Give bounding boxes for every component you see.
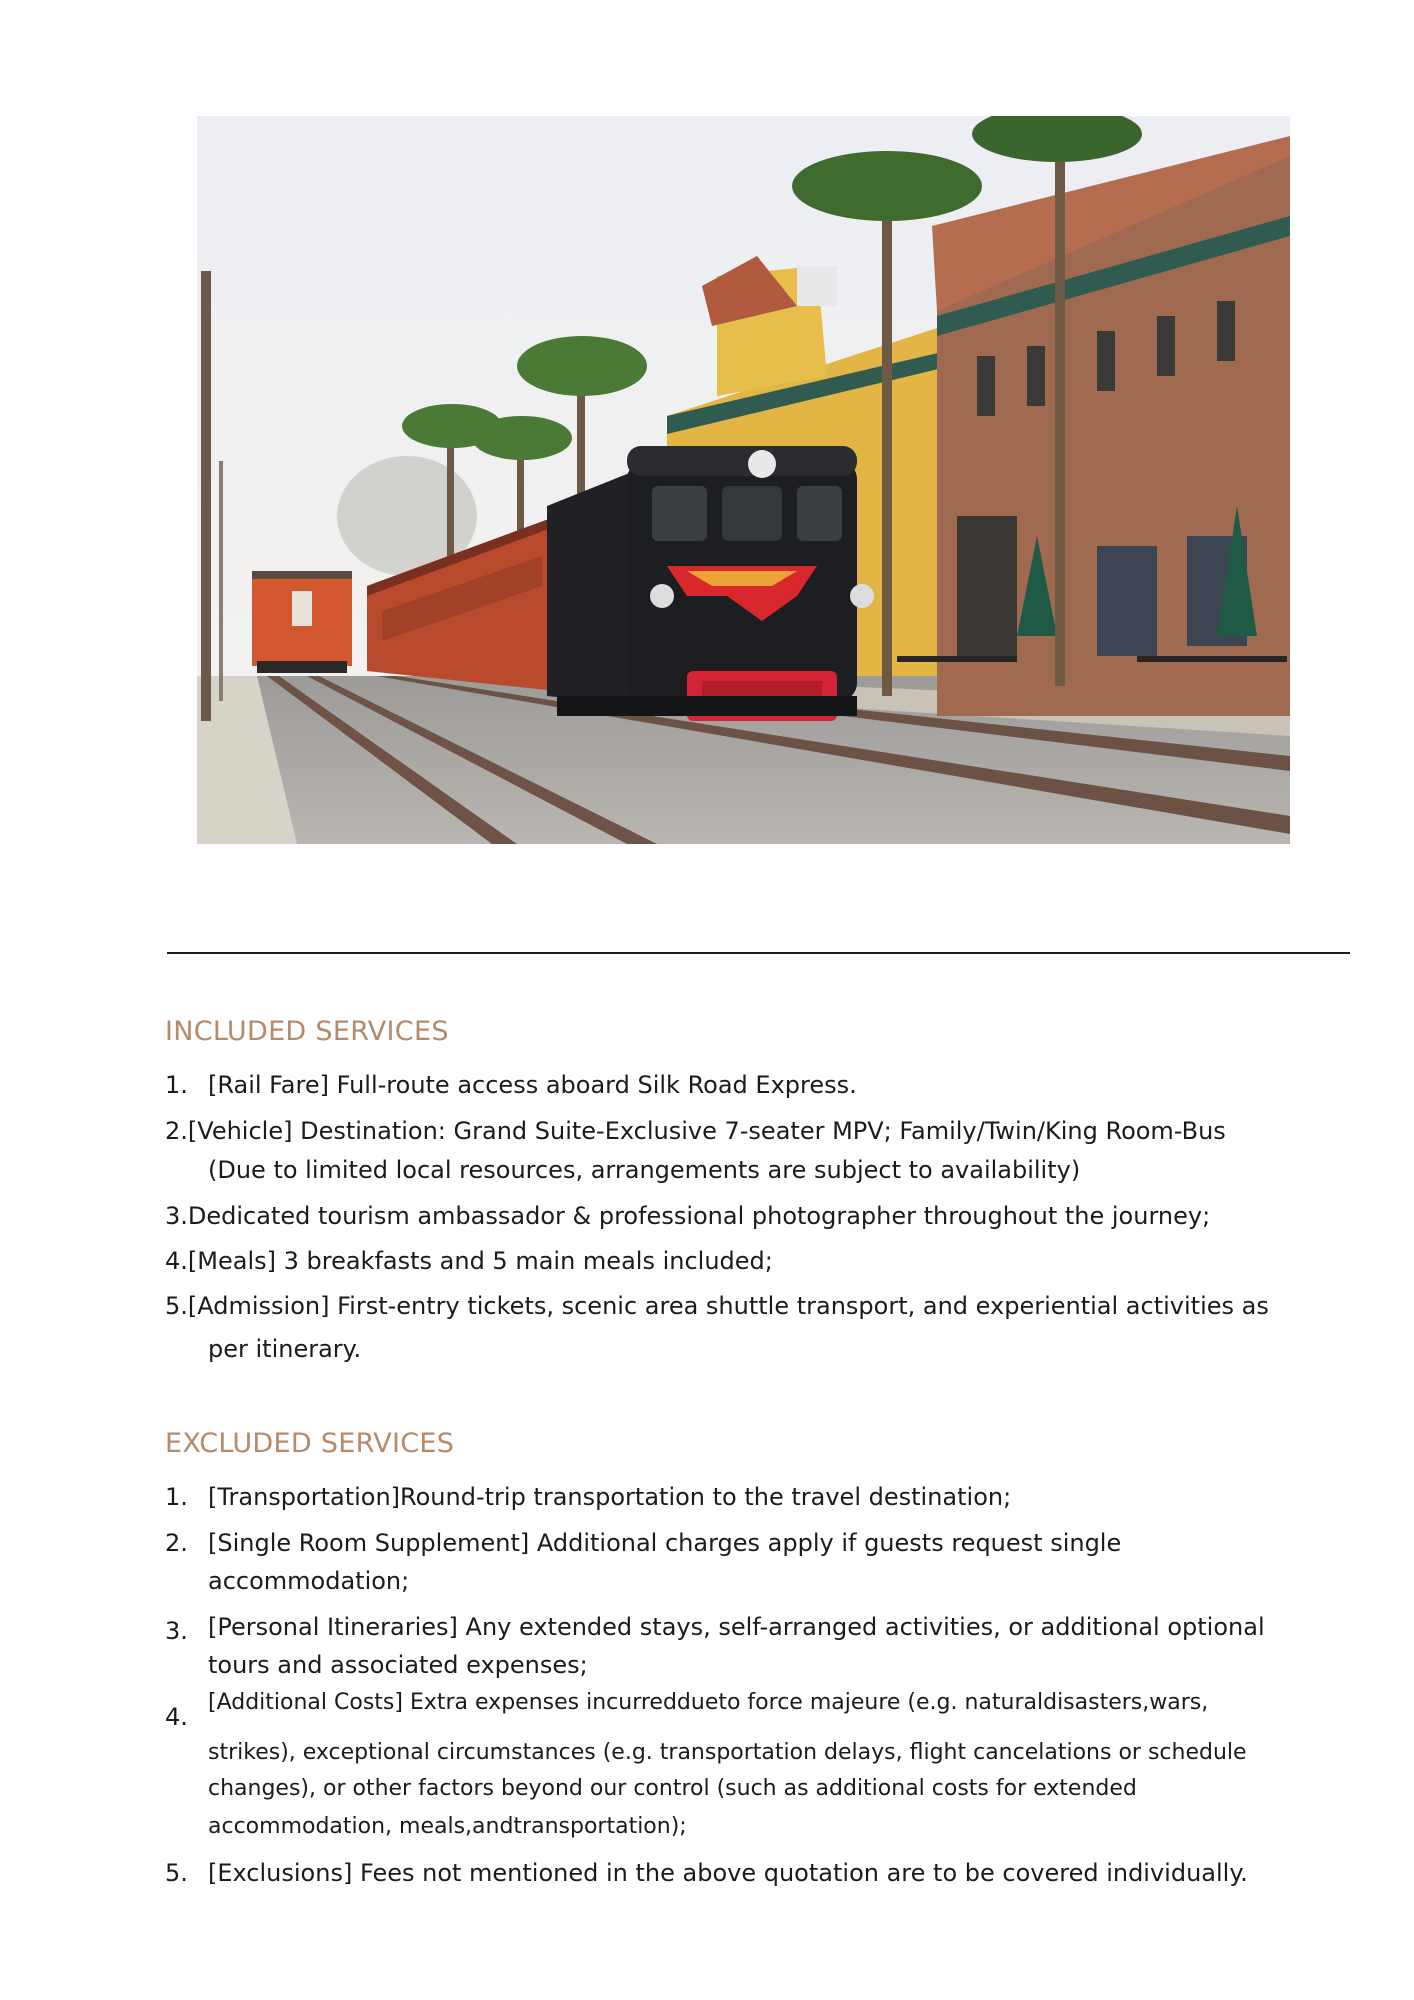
excluded-item-4-number: 4. [165,1703,188,1731]
included-item-1-text: [Rail Fare] Full-route access aboard Silk Road Express. [208,1071,857,1099]
hero-photo [197,116,1290,844]
included-item-3: 3.Dedicated tourism ambassador & professional photographer throughout the journey; [165,1202,1211,1230]
included-item-2-line1: 2.[Vehicle] Destination: Grand Suite-Exclusive 7-seater MPV; Family/Twin/King Room-Bus [165,1117,1226,1145]
excluded-item-2-line2: accommodation; [208,1567,410,1595]
excluded-item-1-number: 1. [165,1483,188,1511]
excluded-item-3-line1: [Personal Itineraries] Any extended stays, self-arranged activities, or additional optional [208,1613,1265,1641]
included-services-title: INCLUDED SERVICES [165,1016,449,1047]
included-item-5-line2: per itinerary. [208,1335,362,1363]
included-item-5-line1: 5.[Admission] First-entry tickets, scenic area shuttle transport, and experiential activities as [165,1292,1269,1320]
excluded-item-2-number: 2. [165,1529,188,1557]
included-item-1-number: 1. [165,1071,188,1099]
excluded-item-1-text: [Transportation]Round-trip transportation to the travel destination; [208,1483,1012,1511]
excluded-item-4-line3: changes), or other factors beyond our control (such as additional costs for extended [208,1776,1137,1801]
excluded-item-3-number: 3. [165,1617,188,1645]
included-item-2-line2: (Due to limited local resources, arrangements are subject to availability) [208,1156,1081,1184]
excluded-item-4-line4: accommodation, meals,andtransportation); [208,1814,687,1839]
excluded-item-4-line1: [Additional Costs] Extra expenses incurreddueto force majeure (e.g. naturaldisasters,wars, [208,1690,1209,1715]
excluded-item-5-number: 5. [165,1859,188,1887]
excluded-item-5-text: [Exclusions] Fees not mentioned in the above quotation are to be covered individually. [208,1859,1248,1887]
included-item-4: 4.[Meals] 3 breakfasts and 5 main meals included; [165,1247,773,1275]
divider-line [167,952,1350,954]
excluded-item-3-line2: tours and associated expenses; [208,1651,588,1679]
excluded-item-4-line2: strikes), exceptional circumstances (e.g. transportation delays, flight cancelations or schedule [208,1740,1247,1765]
excluded-services-title: EXCLUDED SERVICES [165,1428,455,1459]
excluded-item-2-line1: [Single Room Supplement] Additional charges apply if guests request single [208,1529,1122,1557]
